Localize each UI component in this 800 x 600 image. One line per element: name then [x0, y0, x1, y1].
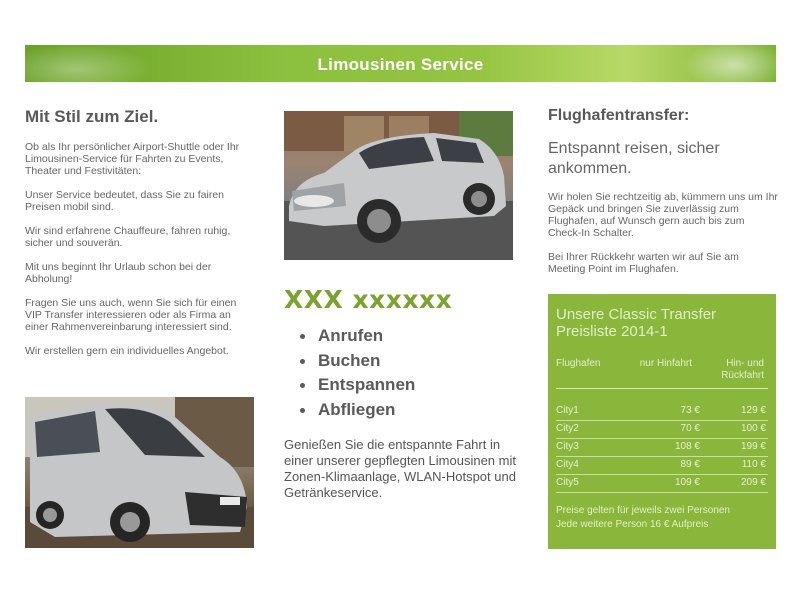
city-cell: City1 — [556, 405, 579, 416]
bullet-icon — [300, 383, 305, 388]
footnote-persons: Preise gelten für jeweils zwei Personen — [556, 505, 730, 516]
right-paragraph: Wir holen Sie rechtzeitig ab, kümmern uns um Ihr Gepäck und bringen Sie zuverlässig zum Flughafen, auf Wunsch gern auch bis zum Check-In Schalter. — [548, 191, 778, 239]
right-column — [548, 107, 778, 287]
table-row — [556, 420, 768, 438]
header-airport: Flughafen — [556, 358, 601, 369]
oneway-cell: 109 € — [674, 477, 700, 488]
roundtrip-cell: 209 € — [740, 477, 766, 488]
table-row — [556, 456, 768, 474]
right-heading: Flughafentransfer: — [548, 107, 690, 124]
header-roundtrip: Hin- und Rückfahrt — [721, 358, 764, 381]
row-divider — [556, 492, 768, 493]
pricelist-box — [548, 294, 776, 549]
oneway-cell: 70 € — [680, 423, 700, 434]
roundtrip-cell: 129 € — [740, 405, 766, 416]
step-item — [300, 398, 514, 423]
step-label: Abfliegen — [318, 399, 396, 419]
pricelist-title: Unsere Classic Transfer Preisliste 2014-1 — [556, 306, 717, 340]
table-row — [556, 474, 768, 492]
bullet-icon — [300, 408, 305, 413]
oneway-cell: 89 € — [680, 459, 700, 470]
city-cell: City5 — [556, 477, 579, 488]
table-row — [556, 402, 768, 420]
table-divider — [556, 388, 768, 389]
left-heading: Mit Stil zum Ziel. — [25, 107, 159, 126]
van-photo — [25, 397, 254, 548]
step-item — [300, 373, 514, 398]
roundtrip-cell: 110 € — [741, 459, 766, 470]
bullet-icon — [300, 359, 305, 364]
pricelist-footnote — [556, 504, 771, 532]
step-item — [300, 324, 514, 349]
right-paragraph: Bei Ihrer Rückkehr warten wir auf Sie am Meeting Point im Flughafen. — [548, 251, 739, 275]
right-subheading: Entspannt reisen, sicher ankommen. — [548, 140, 720, 177]
step-item — [300, 349, 514, 374]
bullet-icon — [300, 334, 305, 339]
city-cell: City2 — [556, 423, 579, 434]
step-list — [284, 324, 514, 422]
middle-column — [284, 285, 514, 501]
header-banner — [25, 45, 776, 82]
left-column — [25, 107, 255, 369]
step-label: Entspannen — [318, 375, 416, 394]
roundtrip-cell: 100 € — [740, 423, 766, 434]
city-cell: City4 — [556, 459, 579, 470]
left-paragraph: Wir sind erfahrene Chauffeure, fahren ruhig, sicher und souverän. — [25, 225, 231, 249]
company-name: XXX xxxxxx — [284, 285, 453, 314]
oneway-cell: 73 € — [680, 405, 700, 416]
step-label: Anrufen — [318, 326, 384, 345]
left-paragraph: Ob als Ihr persönlicher Airport-Shuttle oder Ihr Limousinen-Service für Fahrten zu Events, Theater und Festivitäten: — [25, 141, 240, 177]
sedan-photo — [284, 111, 513, 260]
oneway-cell: 108 € — [674, 441, 700, 452]
step-label: Buchen — [318, 350, 381, 370]
city-cell: City3 — [556, 441, 579, 452]
left-paragraph: Wir erstellen gern ein individuelles Angebot. — [25, 345, 229, 357]
roundtrip-cell: 199 € — [740, 441, 766, 452]
footnote-surcharge: Jede weitere Person 16 € Aufpreis — [556, 519, 709, 530]
left-paragraph: Fragen Sie uns auch, wenn Sie sich für einen VIP Transfer interessieren oder als Firma an einer Rahmenvereinbarung interessiert sind. — [25, 297, 237, 333]
header-oneway: nur Hinfahrt — [639, 358, 692, 369]
left-paragraph: Unser Service bedeutet, dass Sie zu fairen Preisen mobil sind. — [25, 189, 225, 213]
left-paragraph: Mit uns beginnt Ihr Urlaub schon bei der Abholung! — [25, 261, 212, 285]
table-row — [556, 438, 768, 456]
middle-description: Genießen Sie die entspannte Fahrt in einer unserer gepflegten Limousinen mit Zonen-Klimaanlage, WLAN-Hotspot und Getränkeservice. — [284, 437, 516, 500]
banner-title: Limousinen Service — [317, 55, 484, 74]
